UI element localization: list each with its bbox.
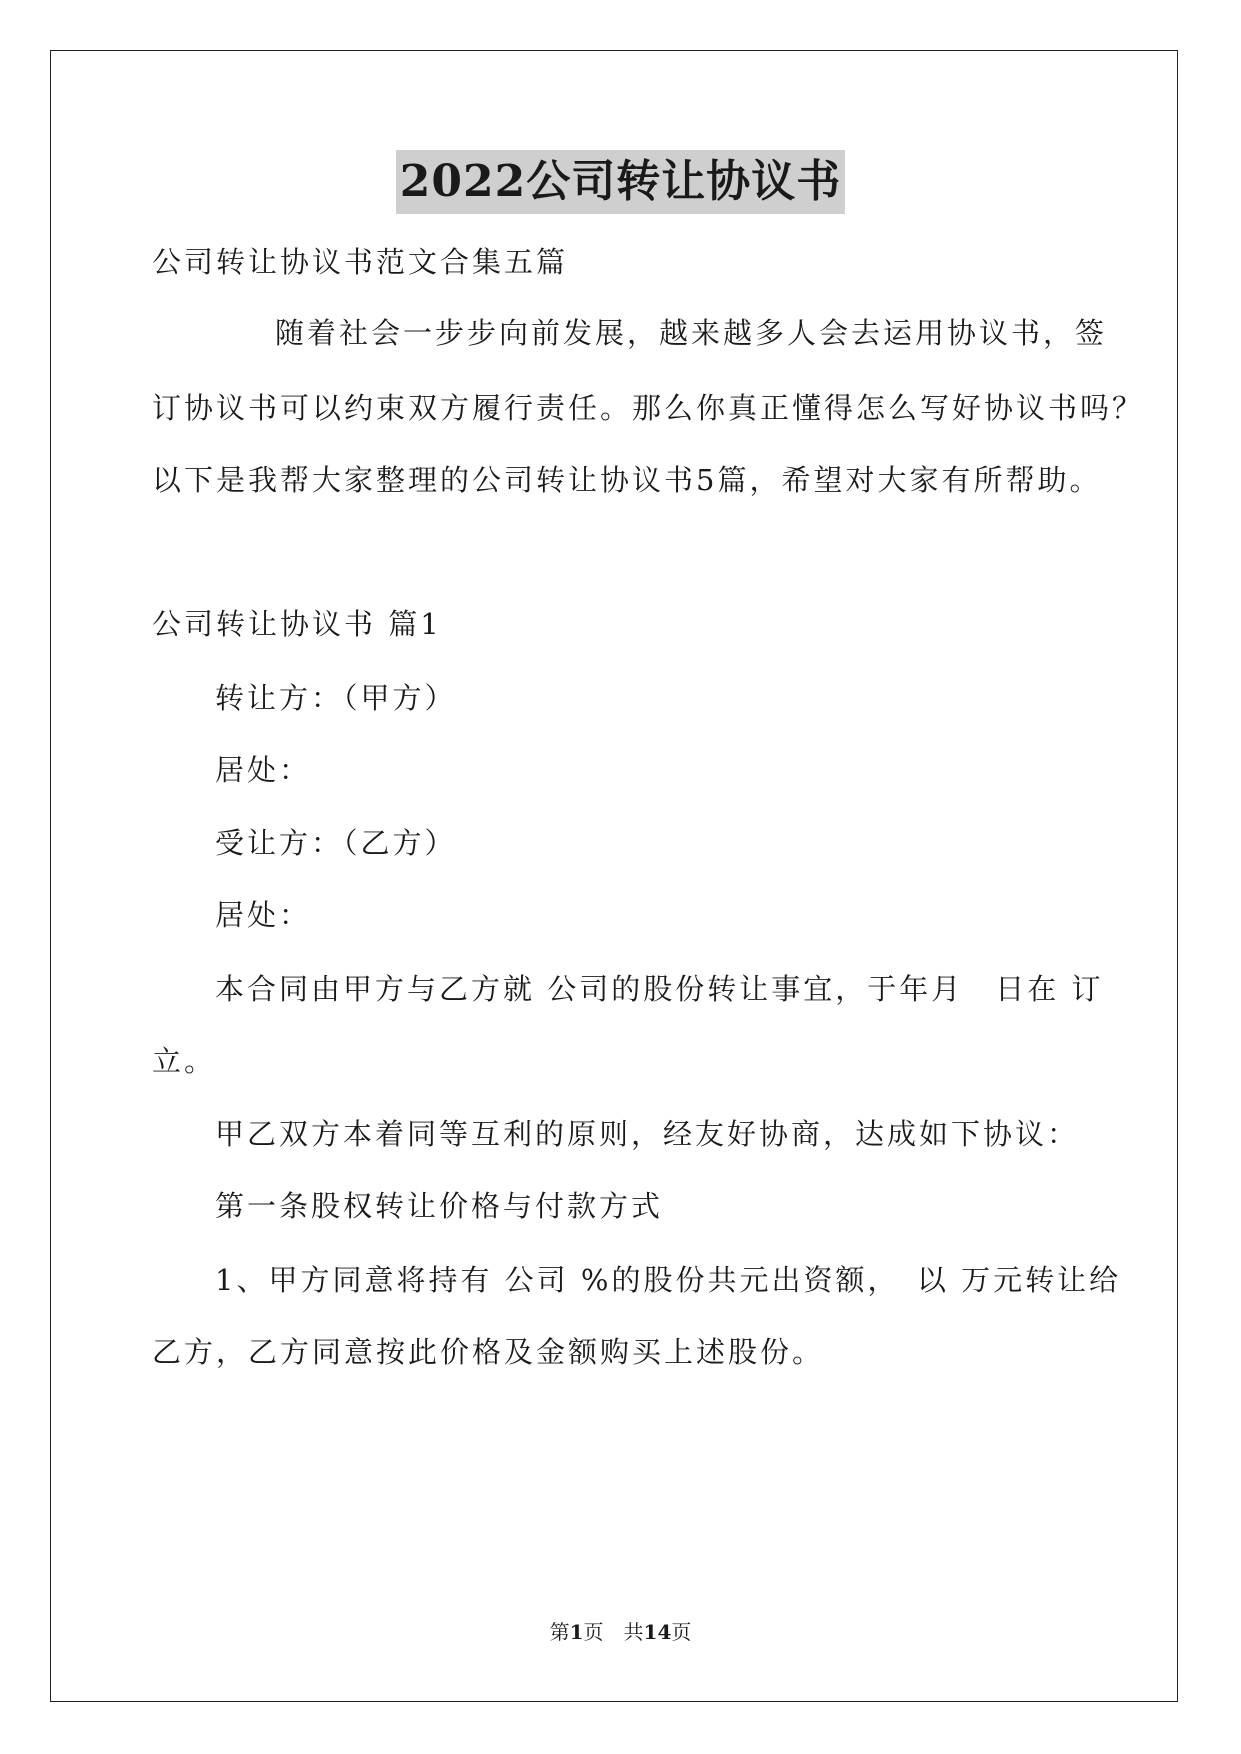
subtitle-line: 公司转让协议书范文合集五篇 bbox=[152, 245, 569, 279]
document-title: 2022公司转让协议书 bbox=[396, 150, 845, 214]
body-line: 以下是我帮大家整理的公司转让协议书5篇，希望对大家有所帮助。 bbox=[152, 463, 1102, 497]
body-line: 本合同由甲方与乙方就 公司的股份转让事宜，于年月 日在 订 bbox=[215, 972, 1104, 1006]
page-border bbox=[50, 50, 1178, 1702]
body-line: 转让方：（甲方） bbox=[215, 681, 457, 715]
body-line: 1、甲方同意将持有 公司 %的股份共元出资额， 以 万元转让给 bbox=[215, 1263, 1122, 1297]
body-line: 订协议书可以约束双方履行责任。那么你真正懂得怎么写好协议书吗？ bbox=[152, 391, 1145, 425]
section-heading: 公司转让协议书 篇1 bbox=[152, 607, 442, 641]
footer-mid: 页 共 bbox=[583, 1620, 644, 1644]
body-line: 第一条股权转让价格与付款方式 bbox=[215, 1189, 664, 1223]
page-footer bbox=[0, 1619, 1241, 1645]
body-line: 甲乙双方本着同等互利的原则，经友好协商，达成如下协议： bbox=[215, 1117, 1080, 1151]
body-line: 居处： bbox=[215, 898, 312, 932]
total-pages-number: 14 bbox=[643, 1620, 672, 1644]
body-line: 立。 bbox=[152, 1044, 217, 1078]
body-line: 乙方，乙方同意按此价格及金额购买上述股份。 bbox=[152, 1335, 825, 1369]
current-page-number: 1 bbox=[569, 1620, 584, 1644]
body-line: 居处： bbox=[215, 753, 312, 787]
body-line: 随着社会一步步向前发展，越来越多人会去运用协议书，签 bbox=[275, 316, 1108, 350]
body-line: 受让方：（乙方） bbox=[215, 826, 457, 860]
footer-suffix: 页 bbox=[671, 1620, 692, 1644]
footer-prefix: 第 bbox=[549, 1620, 570, 1644]
title-container bbox=[0, 150, 1241, 214]
